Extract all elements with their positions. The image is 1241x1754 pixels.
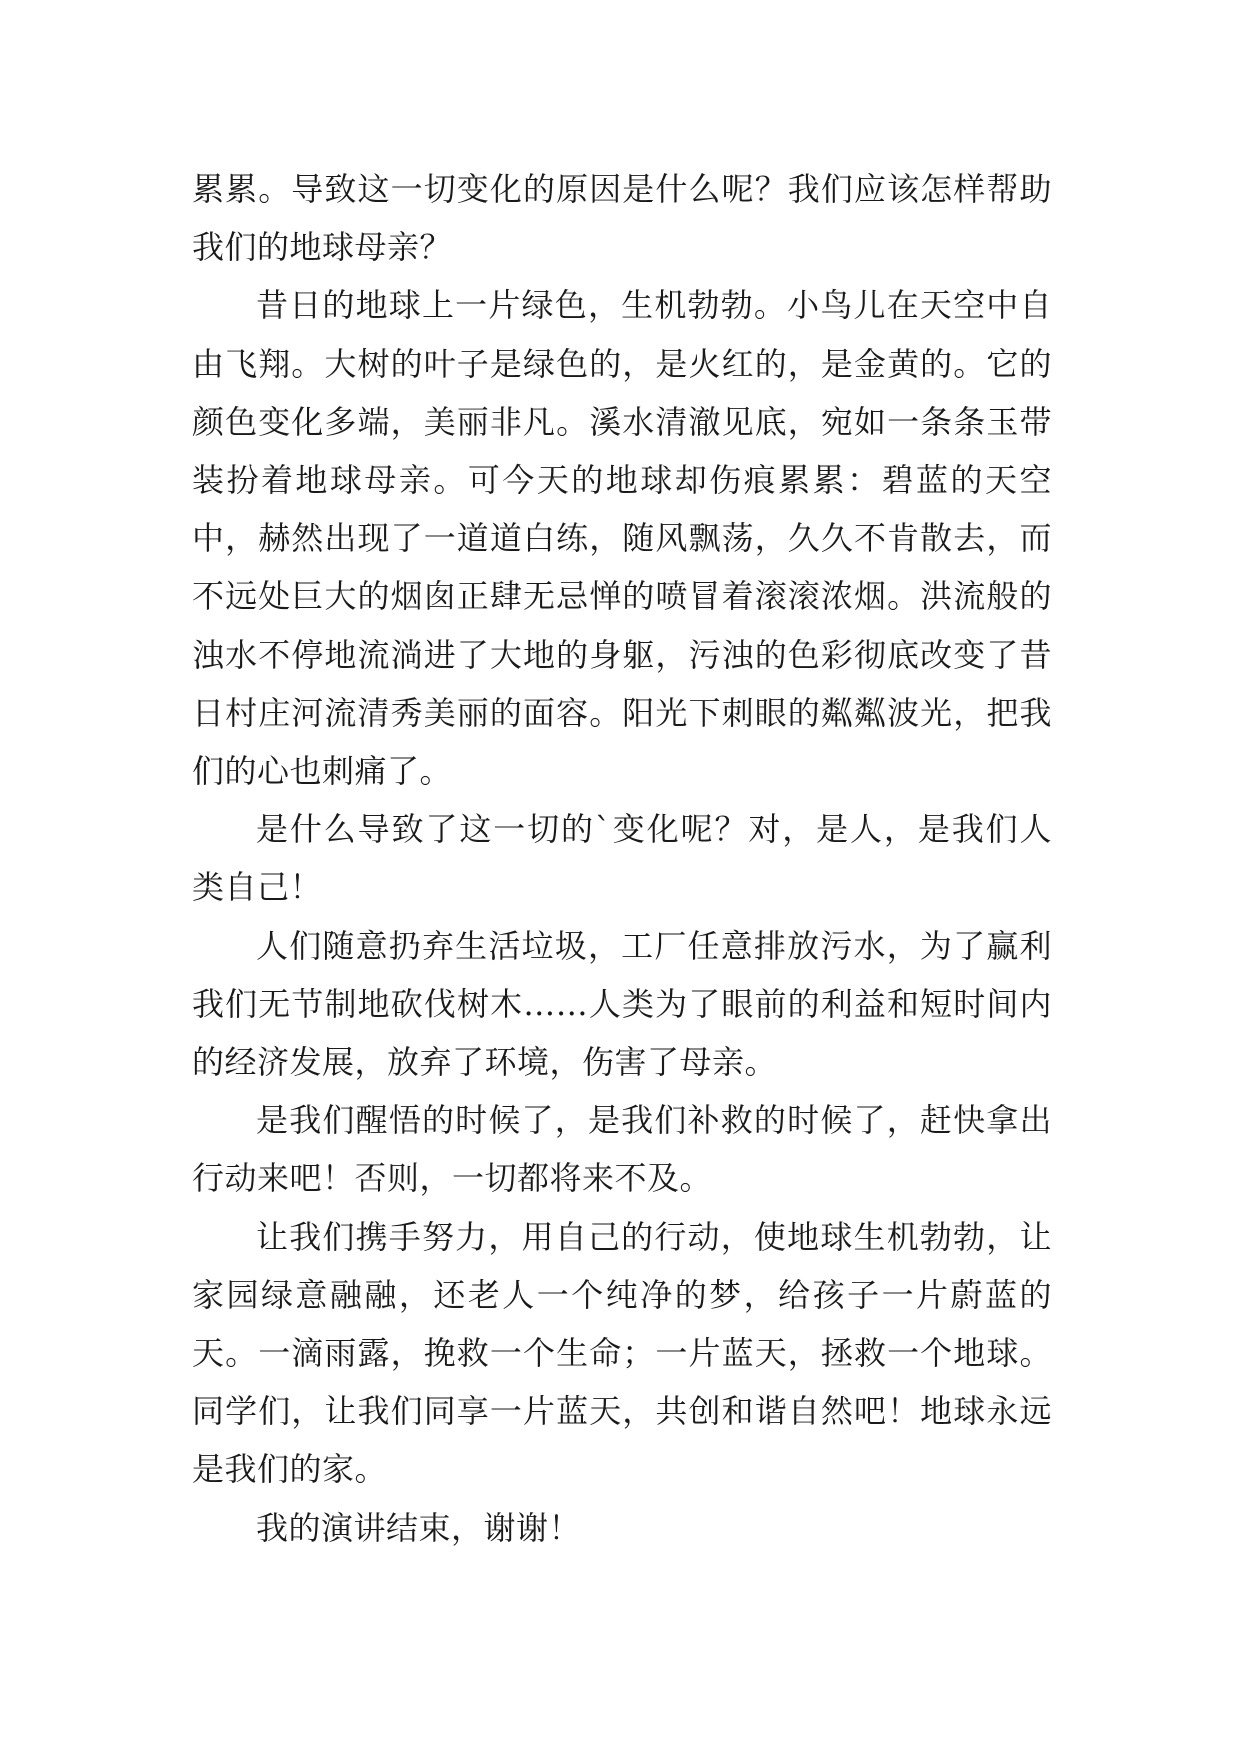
paragraph-call-to-action: 是我们醒悟的时候了，是我们补救的时候了，赶快拿出行动来吧！否则，一切都将来不及。 — [192, 1101, 1052, 1198]
paragraph-human-actions: 人们随意扔弃生活垃圾，工厂任意排放污水，为了赢利我们无节制地砍伐树木……人类为了眼前的利益和短时间内的经济发展，放弃了环境，伤害了母亲。 — [192, 926, 1052, 1082]
paragraph-cause-question: 是什么导致了这一切的`变化呢？对，是人，是我们人类自己！ — [192, 810, 1052, 907]
paragraph-closing: 我的演讲结束，谢谢！ — [256, 1508, 582, 1547]
paragraph-continuation: 累累。导致这一切变化的原因是什么呢？我们应该怎样帮助我们的地球母亲？ — [192, 170, 1052, 267]
paragraph-past-earth: 昔日的地球上一片绿色，生机勃勃。小鸟儿在天空中自由飞翔。大树的叶子是绿色的，是火红的，是金黄的。它的颜色变化多端，美丽非凡。溪水清澈见底，宛如一条条玉带装扮着地球母亲。可今天的地球却伤痕累累：碧蓝的天空中，赫然出现了一道道白练，随风飘荡，久久不肯散去，而不远处巨大的烟囱正肆无忌惮的喷冒着滚滚浓烟。洪流般的浊水不停地流淌进了大地的身躯，污浊的色彩彻底改变了昔日村庄河流清秀美丽的面容。阳光下刺眼的粼粼波光，把我们的心也刺痛了。 — [192, 286, 1052, 791]
document-body — [192, 160, 1052, 1557]
paragraph-appeal: 让我们携手努力，用自己的行动，使地球生机勃勃，让家园绿意融融，还老人一个纯净的梦，给孩子一片蔚蓝的天。一滴雨露，挽救一个生命；一片蓝天，拯救一个地球。同学们，让我们同享一片蓝天，共创和谐自然吧！地球永远是我们的家。 — [192, 1217, 1052, 1489]
